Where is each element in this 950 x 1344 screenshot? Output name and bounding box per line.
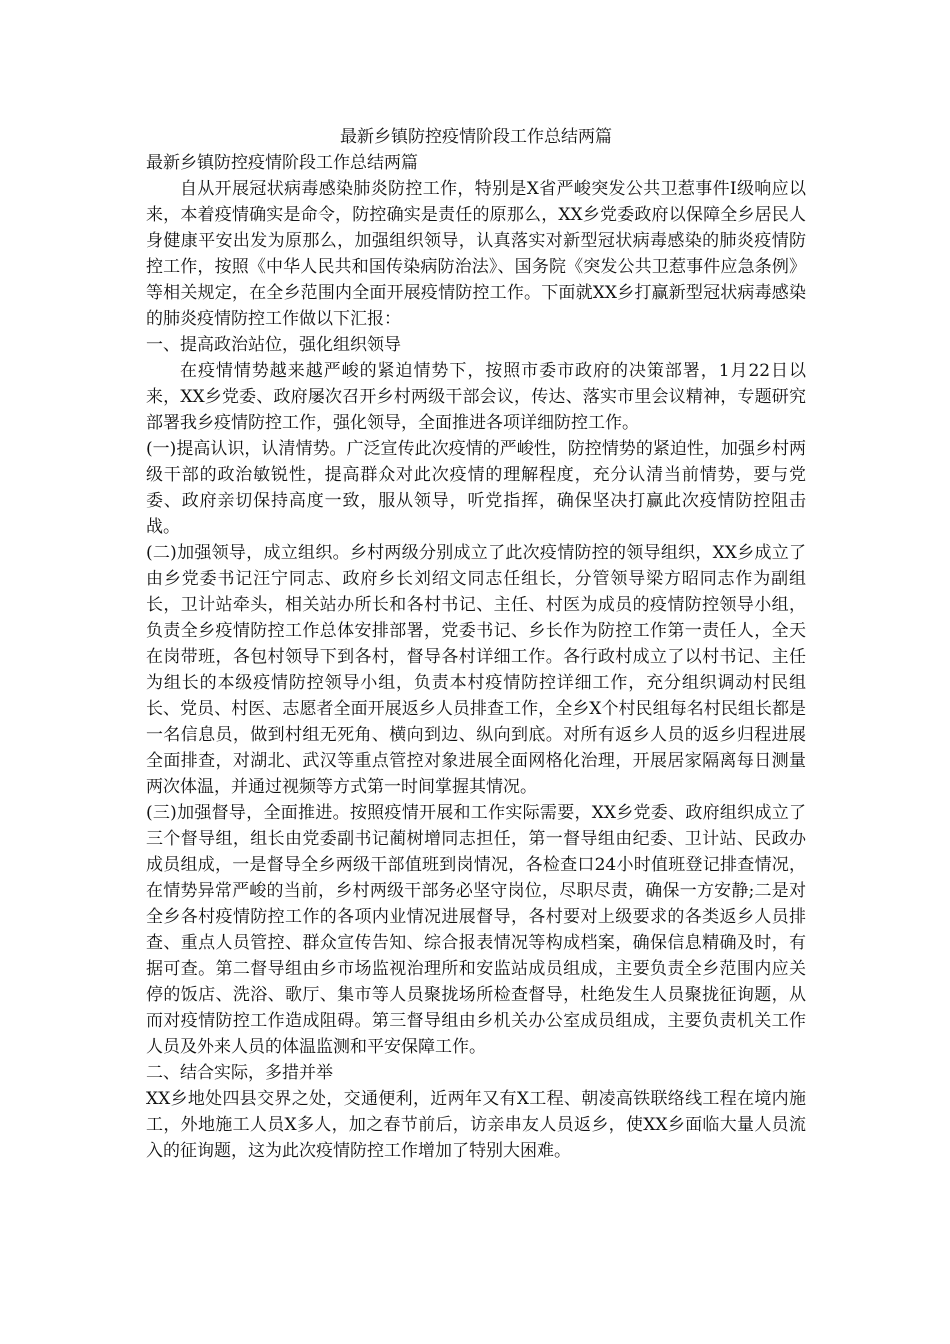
section-2-paragraph: XX乡地处四县交界之处，交通便利，近两年又有X工程、朝凌高铁联络线工程在境内施工，外地施工人员X多人，加之春节前后，访亲串友人员返乡，使XX乡面临大量人员流入的征询题，这为此次疫情防控工作增加了特别大困难。 [146,1089,806,1161]
section-heading-1: 一、提高政治站位，强化组织领导 [146,335,401,355]
document-title: 最新乡镇防控疫情阶段工作总结两篇 [340,127,612,147]
section-1-paragraph: 在疫情情势越来越严峻的紧迫情势下，按照市委市政府的决策部署，1月22日以来，XX乡党委、政府屡次召开乡村两级干部会议，传达、落实市里会议精神，专题研究部署我乡疫情防控工作，强化领导，全面推进各项详细防控工作。 [146,361,806,433]
document-page [146,124,806,1164]
subsection-2-paragraph: (二)加强领导，成立组织。乡村两级分别成立了此次疫情防控的领导组织，XX乡成立了由乡党委书记汪宁同志、政府乡长刘绍文同志任组长，分管领导梁方昭同志作为副组长，卫计站牵头，相关站办所长和各村书记、主任、村医为成员的疫情防控领导小组，负责全乡疫情防控工作总体安排部署，党委书记、乡长作为防控工作第一责任人，全天在岗带班，各包村领导下到各村，督导各村详细工作。各行政村成立了以村书记、主任为组长的本级疫情防控领导小组，负责本村疫情防控详细工作，充分组织调动村民组长、党员、村医、志愿者全面开展返乡人员排查工作，全乡X个村民组每名村民组长都是一名信息员，做到村组无死角、横向到边、纵向到底。对所有返乡人员的返乡归程进展全面排查，对湖北、武汉等重点管控对象进展全面网格化治理，开展居家隔离每日测量两次体温，并通过视频等方式第一时间掌握其情况。 [146,543,806,797]
intro-paragraph: 自从开展冠状病毒感染肺炎防控工作，特别是X省严峻突发公共卫惹事件Ⅰ级响应以来，本着疫情确实是命令，防控确实是责任的原那么，XX乡党委政府以保障全乡居民人身健康平安出发为原那么，加强组织领导，认真落实对新型冠状病毒感染的肺炎疫情防控工作，按照《中华人民共和国传染病防治法》、国务院《突发公共卫惹事件应急条例》等相关规定，在全乡范围内全面开展疫情防控工作。下面就XX乡打赢新型冠状病毒感染的肺炎疫情防控工作做以下汇报： [146,179,806,329]
subsection-1-paragraph: (一)提高认识，认清情势。广泛宣传此次疫情的严峻性，防控情势的紧迫性，加强乡村两级干部的政治敏锐性，提高群众对此次疫情的理解程度，充分认清当前情势，要与党委、政府亲切保持高度一致，服从领导，听党指挥，确保坚决打赢此次疫情防控阻击战。 [146,439,806,537]
document-subtitle: 最新乡镇防控疫情阶段工作总结两篇 [146,153,418,173]
subsection-3-paragraph: (三)加强督导，全面推进。按照疫情开展和工作实际需要，XX乡党委、政府组织成立了三个督导组，组长由党委副书记蔺树增同志担任，第一督导组由纪委、卫计站、民政办成员组成，一是督导全乡两级干部值班到岗情况，各检查口24小时值班登记排查情况，在情势异常严峻的当前，乡村两级干部务必坚守岗位，尽职尽责，确保一方安静;二是对全乡各村疫情防控工作的各项内业情况进展督导，各村要对上级要求的各类返乡人员排查、重点人员管控、群众宣传告知、综合报表情况等构成档案，确保信息精确及时，有据可查。第二督导组由乡市场监视治理所和安监站成员组成，主要负责全乡范围内应关停的饭店、洗浴、歌厅、集市等人员聚拢场所检查督导，杜绝发生人员聚拢征询题，从而对疫情防控工作造成阻碍。第三督导组由乡机关办公室成员组成，主要负责机关工作人员及外来人员的体温监测和平安保障工作。 [146,803,806,1057]
section-heading-2: 二、结合实际，多措并举 [146,1063,333,1083]
